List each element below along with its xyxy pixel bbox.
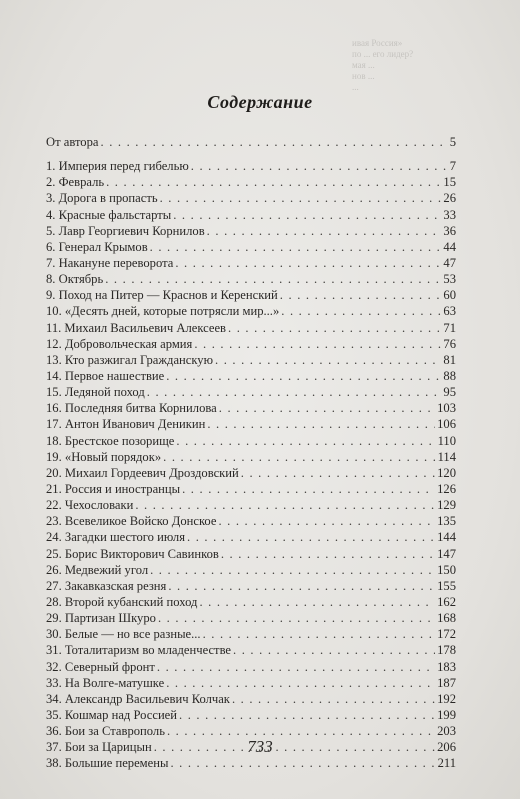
toc-entry-label: 4. Красные фальстарты (46, 207, 172, 222)
dot-leader (176, 433, 435, 449)
dot-leader (187, 529, 435, 545)
toc-entry-label: 15. Ледяной поход (46, 385, 145, 400)
toc-entry-page: 110 (437, 433, 456, 448)
dot-leader (147, 384, 442, 400)
toc-entry-page: 81 (443, 352, 456, 367)
dot-leader (207, 223, 442, 239)
toc-entry (46, 562, 456, 578)
toc-entry (46, 416, 456, 432)
toc-entry-page: 103 (437, 401, 456, 416)
toc-entry (46, 320, 456, 336)
toc-entry-label: 21. Россия и иностранцы (46, 481, 181, 496)
toc-entry-page: 26 (443, 191, 456, 206)
toc-entry-label: 32. Северный фронт (46, 659, 155, 674)
toc-entry (46, 223, 456, 239)
dot-leader (241, 465, 435, 481)
toc-entry-label: 12. Добровольческая армия (46, 336, 193, 351)
toc-entry-label: 22. Чехословаки (46, 498, 134, 513)
toc-entry (46, 384, 456, 400)
toc-entry-label: 25. Борис Викторович Савинков (46, 546, 219, 561)
toc-entry-page: 155 (437, 578, 456, 593)
toc-entry-page: 187 (437, 675, 456, 690)
toc-entry (46, 368, 456, 384)
toc-entry-label: 8. Октябрь (46, 272, 104, 287)
toc-entry-page: 71 (443, 320, 456, 335)
toc-entry-page: 53 (443, 272, 456, 287)
dot-leader (106, 174, 441, 190)
dot-leader (105, 271, 441, 287)
toc-entry-page: 88 (443, 368, 456, 383)
dot-leader (194, 336, 441, 352)
toc-entry-label: 14. Первое нашествие (46, 368, 165, 383)
dot-leader (233, 642, 435, 658)
dot-leader (101, 134, 448, 150)
toc-entry-page: 168 (437, 611, 456, 626)
toc-entry (46, 594, 456, 610)
toc-entry-page: 5 (449, 135, 456, 149)
toc-entry-label: 35. Кошмар над Россией (46, 707, 178, 722)
toc-entry (46, 336, 456, 352)
toc-entry (46, 513, 456, 529)
toc-entry-page: 126 (437, 481, 456, 496)
toc-entry (46, 481, 456, 497)
toc-entry (46, 158, 456, 174)
toc-entry (46, 578, 456, 594)
dot-leader (163, 449, 435, 465)
toc-entry-page: 162 (437, 594, 456, 609)
toc-entry-page: 147 (437, 546, 456, 561)
toc-entry (46, 352, 456, 368)
bleed-through-text (352, 38, 502, 93)
toc-entry-label: 31. Тоталитаризм во младенчестве (46, 643, 232, 658)
dot-leader (166, 675, 435, 691)
toc-entry-page: 76 (443, 336, 456, 351)
bleed-through-line: по ... его лидер? (352, 49, 414, 59)
toc-entry (46, 287, 456, 303)
toc-entry-label: 23. Всевеликое Войско Донское (46, 514, 217, 529)
toc-entry-label: 28. Второй кубанский поход (46, 594, 198, 609)
toc-entry (46, 691, 456, 707)
toc-entry-page: 63 (443, 304, 456, 319)
toc-entry-page: 47 (443, 255, 456, 270)
toc-entry-label: 13. Кто разжигал Гражданскую (46, 352, 214, 367)
toc-entry (46, 449, 456, 465)
toc-entry-page: 129 (437, 498, 456, 513)
toc-entry-page: 150 (437, 562, 456, 577)
toc-entry-label: 1. Империя перед гибелью (46, 159, 189, 174)
toc-entry-page: 7 (449, 159, 456, 174)
toc-entry-page: 192 (437, 691, 456, 706)
toc-entry-page: 144 (437, 530, 456, 545)
toc-entry (46, 400, 456, 416)
dot-leader (175, 255, 441, 271)
dot-leader (150, 239, 442, 255)
toc-entry-page: 106 (437, 417, 456, 432)
toc-entry (46, 642, 456, 658)
toc-entry (46, 659, 456, 675)
toc-entry (46, 255, 456, 271)
bleed-through-line: ... (352, 82, 359, 92)
dot-leader (232, 691, 435, 707)
dot-leader (168, 578, 435, 594)
toc-entry (46, 675, 456, 691)
toc-entry-label: 17. Антон Иванович Деникин (46, 417, 206, 432)
toc-entry-label: 27. Закавказская резня (46, 578, 167, 593)
toc-entry-page: 203 (437, 724, 456, 739)
toc-entry-label: 33. На Волге-матушке (46, 675, 165, 690)
toc-entry-label: 30. Белые — но все разные... (46, 627, 201, 642)
toc-entry-label: 29. Партизан Шкуро (46, 611, 156, 626)
toc-entry-label: 36. Бои за Ставрополь (46, 724, 165, 739)
toc-entry-page: 44 (443, 239, 456, 254)
toc-entry (46, 529, 456, 545)
toc-entry-page: 211 (437, 756, 456, 771)
dot-leader (160, 190, 442, 206)
toc-entry (46, 546, 456, 562)
toc-entry (46, 271, 456, 287)
toc-entry-page: 120 (437, 465, 456, 480)
toc-entry-page: 60 (443, 288, 456, 303)
dot-leader (166, 368, 441, 384)
toc-entry-page: 135 (437, 514, 456, 529)
toc-entry-label: 26. Медвежий угол (46, 562, 149, 577)
dot-leader (219, 400, 435, 416)
dot-leader (281, 303, 441, 319)
dot-leader (135, 497, 435, 513)
toc-entry-page: 36 (443, 223, 456, 238)
dot-leader (150, 562, 435, 578)
toc-entry-label: 6. Генерал Крымов (46, 239, 148, 254)
toc-entry-label: 20. Михаил Гордеевич Дроздовский (46, 465, 239, 480)
toc-entry-label: 34. Александр Васильевич Колчак (46, 691, 230, 706)
toc-entry-page: 95 (443, 385, 456, 400)
toc-entry-page: 114 (437, 449, 456, 464)
bleed-through-line: нов ... (352, 71, 375, 81)
bleed-through-line: мая ... (352, 60, 375, 70)
toc-entry-label: 38. Большие перемены (46, 756, 169, 771)
toc-entry-label: 7. Накануне переворота (46, 255, 174, 270)
bleed-through-line: ивая Россия» (352, 38, 403, 48)
dot-leader (158, 610, 435, 626)
toc-entry-label: 11. Михаил Васильевич Алексеев (46, 320, 227, 335)
toc-entry-page: 199 (437, 707, 456, 722)
table-of-contents (46, 134, 456, 771)
dot-leader (179, 707, 435, 723)
toc-entry-label: 10. «Десять дней, которые потрясли мир...» (46, 304, 280, 319)
toc-entry-label: 37. Бои за Царицын (46, 740, 152, 755)
toc-entry-page: 183 (437, 659, 456, 674)
toc-entry-label: 16. Последняя битва Корнилова (46, 401, 217, 416)
toc-entry-label: 3. Дорога в пропасть (46, 191, 158, 206)
dot-leader (170, 755, 435, 771)
toc-entry-label: 18. Брестское позорище (46, 433, 175, 448)
toc-entry-page: 178 (437, 643, 456, 658)
dot-leader (207, 416, 435, 432)
toc-entry (46, 707, 456, 723)
toc-entry-page: 33 (443, 207, 456, 222)
dot-leader (191, 158, 448, 174)
dot-leader (157, 659, 435, 675)
toc-entry-label: 19. «Новый порядок» (46, 449, 162, 464)
toc-entry-label: 2. Февраль (46, 175, 105, 190)
toc-entry (46, 433, 456, 449)
toc-entry-page: 172 (437, 627, 456, 642)
toc-entry-page: 15 (443, 175, 456, 190)
toc-entry-page: 206 (437, 740, 456, 755)
toc-entry (46, 239, 456, 255)
toc-entry (46, 626, 456, 642)
toc-entry-label: От автора (46, 135, 99, 149)
dot-leader (173, 207, 441, 223)
toc-entry-intro (46, 134, 456, 150)
page-number: 733 (247, 737, 273, 756)
toc-entry-label: 24. Загадки шестого июля (46, 530, 185, 545)
dot-leader (218, 513, 435, 529)
toc-entry-label: 5. Лавр Георгиевич Корнилов (46, 223, 205, 238)
dot-leader (203, 626, 436, 642)
dot-leader (182, 481, 435, 497)
toc-entry (46, 190, 456, 206)
toc-entry (46, 174, 456, 190)
page-title: Содержание (207, 92, 313, 112)
toc-entry (46, 610, 456, 626)
toc-entry (46, 497, 456, 513)
toc-entry (46, 207, 456, 223)
toc-entry-label: 9. Поход на Питер — Краснов и Керенский (46, 288, 278, 303)
dot-leader (215, 352, 441, 368)
toc-entry (46, 303, 456, 319)
toc-entry (46, 465, 456, 481)
dot-leader (228, 320, 441, 336)
dot-leader (199, 594, 435, 610)
dot-leader (221, 546, 435, 562)
toc-entry (46, 755, 456, 771)
dot-leader (280, 287, 442, 303)
